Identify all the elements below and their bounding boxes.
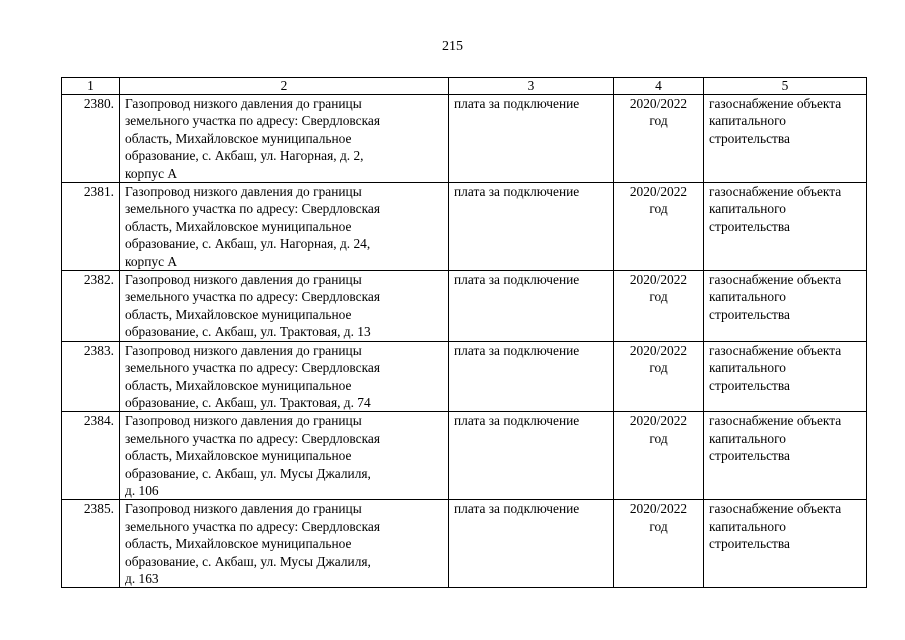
- year-cell: 2020/2022 год: [614, 271, 704, 342]
- purpose-cell: газоснабжение объекта капитального строительства: [704, 183, 867, 271]
- object-name-cell: Газопровод низкого давления до границы земельного участка по адресу: Свердловская область, Михайловское муниципальное образование, с. Акбаш, ул. Мусы Джалиля, д. 106: [120, 412, 449, 500]
- table-row: [62, 271, 867, 342]
- header-cell: 1: [62, 78, 120, 95]
- table-row: [62, 412, 867, 500]
- page-number: 215: [442, 39, 463, 54]
- object-name-cell: Газопровод низкого давления до границы земельного участка по адресу: Свердловская область, Михайловское муниципальное образование, с. Акбаш, ул. Нагорная, д. 24, корпус А: [120, 183, 449, 271]
- header-cell: 3: [449, 78, 614, 95]
- table-row: [62, 95, 867, 183]
- table-row: [62, 341, 867, 412]
- object-name-cell: Газопровод низкого давления до границы земельного участка по адресу: Свердловская область, Михайловское муниципальное образование, с. Акбаш, ул. Мусы Джалиля, д. 163: [120, 500, 449, 588]
- type-cell: плата за подключение: [449, 183, 614, 271]
- type-cell: плата за подключение: [449, 500, 614, 588]
- purpose-cell: газоснабжение объекта капитального строительства: [704, 341, 867, 412]
- year-cell: 2020/2022 год: [614, 341, 704, 412]
- header-cell: 5: [704, 78, 867, 95]
- purpose-cell: газоснабжение объекта капитального строительства: [704, 95, 867, 183]
- purpose-cell: газоснабжение объекта капитального строительства: [704, 271, 867, 342]
- row-number-cell: 2384.: [62, 412, 120, 500]
- row-number-cell: 2383.: [62, 341, 120, 412]
- object-name-cell: Газопровод низкого давления до границы земельного участка по адресу: Свердловская область, Михайловское муниципальное образование, с. Акбаш, ул. Нагорная, д. 2, корпус А: [120, 95, 449, 183]
- table-row: [62, 500, 867, 588]
- row-number-cell: 2380.: [62, 95, 120, 183]
- object-name-cell: Газопровод низкого давления до границы земельного участка по адресу: Свердловская область, Михайловское муниципальное образование, с. Акбаш, ул. Трактовая, д. 74: [120, 341, 449, 412]
- year-cell: 2020/2022 год: [614, 95, 704, 183]
- table-row: [62, 183, 867, 271]
- document-table: [61, 77, 867, 588]
- row-number-cell: 2381.: [62, 183, 120, 271]
- type-cell: плата за подключение: [449, 271, 614, 342]
- type-cell: плата за подключение: [449, 341, 614, 412]
- row-number-cell: 2382.: [62, 271, 120, 342]
- purpose-cell: газоснабжение объекта капитального строительства: [704, 412, 867, 500]
- table-header-row: [62, 78, 867, 95]
- type-cell: плата за подключение: [449, 95, 614, 183]
- year-cell: 2020/2022 год: [614, 412, 704, 500]
- row-number-cell: 2385.: [62, 500, 120, 588]
- header-cell: 4: [614, 78, 704, 95]
- purpose-cell: газоснабжение объекта капитального строительства: [704, 500, 867, 588]
- year-cell: 2020/2022 год: [614, 183, 704, 271]
- year-cell: 2020/2022 год: [614, 500, 704, 588]
- object-name-cell: Газопровод низкого давления до границы земельного участка по адресу: Свердловская область, Михайловское муниципальное образование, с. Акбаш, ул. Трактовая, д. 13: [120, 271, 449, 342]
- header-cell: 2: [120, 78, 449, 95]
- type-cell: плата за подключение: [449, 412, 614, 500]
